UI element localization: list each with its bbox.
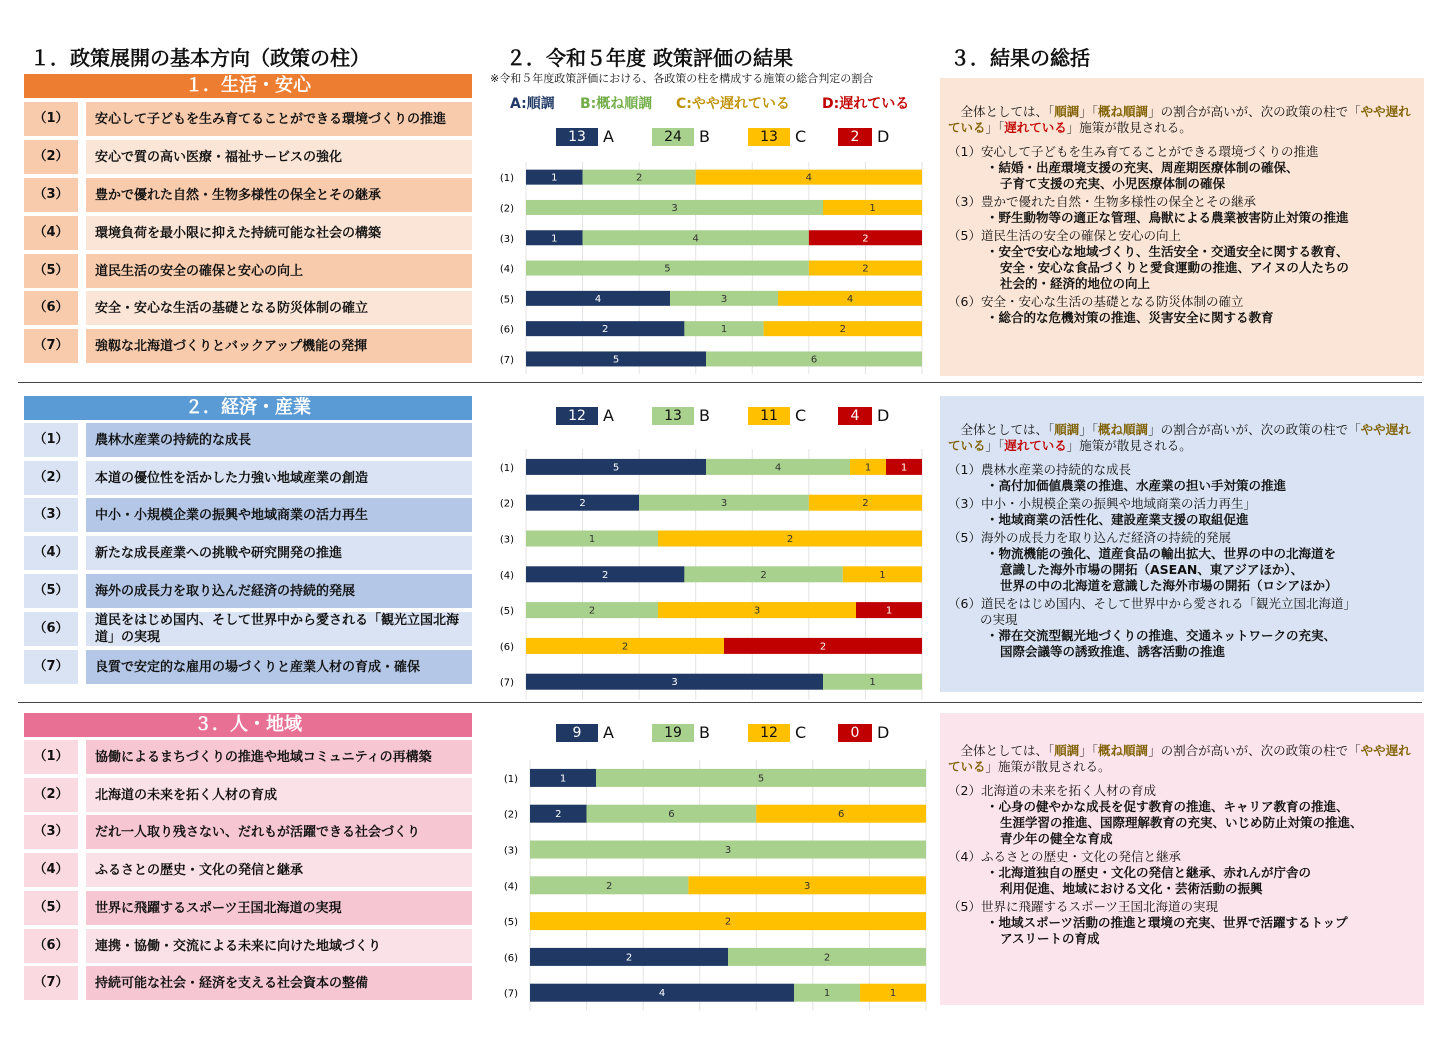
summary-item-detail: ・総合的な危機対策の推進、災害安全に関する教育 [986, 310, 1274, 325]
policy-label: だれ一人取り残さない、だれもが活躍できる社会づくり [86, 815, 472, 849]
summary-item-heading: （1）農林水産業の持続的な成長 [948, 462, 1131, 477]
category-label: (4) [503, 881, 518, 893]
category-label: (5) [503, 917, 518, 929]
policy-row[interactable] [24, 815, 472, 849]
summary-item-detail: ・地域商業の活性化、建設産業支援の取組促進 [986, 512, 1249, 527]
legend-letter-a: A [603, 723, 614, 742]
legend-letter-d: D [877, 406, 890, 425]
summary-keyword: 概ね順調 [1098, 743, 1149, 758]
policy-row[interactable] [24, 216, 472, 250]
legend-letter-b: B [699, 406, 710, 425]
col2-header: ２．令和５年度 政策評価の結果 [506, 46, 793, 70]
data-label: 2 [760, 569, 767, 581]
category-label: (6) [503, 952, 518, 964]
data-label: 1 [885, 605, 893, 617]
chart-note: ※令和５年度政策評価における、各政策の柱を構成する施策の総合判定の割合 [490, 72, 874, 85]
summary-keyword: 順調 [1054, 422, 1080, 437]
data-label: 1 [869, 677, 876, 689]
policy-label: 新たな成長産業への挑戦や研究開発の推進 [86, 536, 472, 570]
summary-item-heading: （3）豊かで優れた自然・生物多様性の保全とその継承 [948, 194, 1256, 209]
policy-row[interactable] [24, 929, 472, 963]
data-label: 1 [588, 534, 596, 545]
policy-number: （4） [24, 853, 78, 887]
data-label: 1 [559, 773, 567, 785]
legend-total-b: 24 [652, 128, 694, 146]
data-label: 2 [862, 263, 869, 275]
legend-total-c: 12 [748, 724, 790, 742]
data-label: 1 [889, 988, 897, 1000]
data-label: 2 [555, 809, 562, 821]
summary-item-detail: ・北海道独自の歴史・文化の発信と継承、赤れんが庁舎の [986, 865, 1312, 880]
category-label: (5) [499, 294, 514, 306]
data-label: 1 [900, 462, 908, 474]
summary-item-detail: ・安全で安心な地域づくり、生活安全・交通安全に関する教育、 [986, 244, 1349, 259]
policy-row[interactable] [24, 853, 472, 887]
policy-label: 持続可能な社会・経済を支える社会資本の整備 [86, 966, 472, 1000]
category-label: (5) [499, 606, 514, 618]
summary-item-heading: の実現 [980, 612, 1018, 627]
policy-number: （5） [24, 574, 78, 608]
summary-item-detail: ・結婚・出産環境支援の充実、周産期医療体制の確保、 [986, 160, 1299, 175]
summary-text: 」施策が散見される。 [985, 759, 1111, 774]
category-label: (7) [499, 677, 514, 689]
policy-number: （3） [24, 178, 78, 212]
stacked-bar-chart [486, 162, 926, 374]
policy-number: （7） [24, 966, 78, 1000]
policy-label: 海外の成長力を取り込んだ経済の持続的発展 [86, 574, 472, 608]
policy-row[interactable] [24, 740, 472, 774]
summary-text: 」「 [1079, 422, 1099, 437]
data-label: 1 [551, 233, 558, 245]
section-divider [18, 702, 1422, 703]
stacked-bar-chart [490, 760, 930, 1011]
policy-number: （1） [24, 423, 78, 457]
policy-label: 本道の優位性を活かした力強い地域産業の創造 [86, 461, 472, 495]
summary-keyword: 順調 [1054, 743, 1080, 758]
data-label: 2 [862, 498, 869, 510]
legend-b: B:概ね順調 [580, 96, 653, 112]
legend-total-c: 13 [748, 128, 790, 146]
category-label: (6) [499, 641, 514, 653]
data-label: 4 [846, 293, 854, 305]
policy-number: （4） [24, 536, 78, 570]
data-label: 5 [612, 354, 620, 366]
policy-number: （3） [24, 815, 78, 849]
policy-label: 安心で質の高い医療・福祉サービスの強化 [86, 140, 472, 174]
data-label: 3 [804, 880, 811, 892]
summary-item-heading: （3）中小・小規模企業の振興や地域商業の活力再生」 [948, 496, 1256, 511]
data-label: 2 [635, 172, 643, 184]
policy-label: 豊かで優れた自然・生物多様性の保全とその継承 [86, 178, 472, 212]
category-label: (6) [499, 324, 514, 336]
policy-number: （5） [24, 891, 78, 925]
policy-number: （6） [24, 612, 78, 646]
summary-keyword: やや遅れている [948, 422, 1411, 453]
data-label: 4 [658, 988, 666, 1000]
data-label: 1 [864, 462, 872, 474]
category-label: (4) [499, 264, 514, 276]
summary-keyword: やや遅れている [948, 743, 1411, 774]
legend-c: C:やや遅れている [676, 96, 790, 112]
policy-row[interactable] [24, 329, 472, 363]
policy-row[interactable] [24, 498, 472, 532]
legend-total-d: 2 [838, 128, 872, 146]
data-label: 1 [823, 988, 831, 1000]
summary-item-detail: アスリートの育成 [1000, 931, 1100, 946]
summary-item-detail: 国際会議等の誘致推進、誘客活動の推進 [1000, 644, 1226, 659]
legend-total-a: 13 [556, 128, 598, 146]
data-label: 2 [602, 324, 609, 336]
legend-total-d: 4 [838, 407, 872, 425]
policy-row[interactable] [24, 536, 472, 570]
policy-label: 道民生活の安全の確保と安心の向上 [86, 254, 472, 288]
summary-keyword: 遅れている [1004, 438, 1067, 453]
summary-keyword: 概ね順調 [1098, 422, 1149, 437]
summary-text: 」の割合が高いが、次の政策の柱で「 [1148, 743, 1361, 758]
category-label: (1) [503, 773, 518, 785]
data-label: 3 [720, 293, 728, 305]
category-label: (4) [499, 570, 514, 582]
summary-intro [948, 743, 1416, 775]
legend-total-d: 0 [838, 724, 872, 742]
summary-text: 」の割合が高いが、次の政策の柱で「 [1148, 104, 1361, 119]
data-label: 2 [724, 916, 732, 928]
policy-label: 農林水産業の持続的な成長 [86, 423, 472, 457]
data-label: 5 [664, 263, 671, 275]
policy-row[interactable] [24, 574, 472, 608]
policy-label: 中小・小規模企業の振興や地域商業の活力再生 [86, 498, 472, 532]
legend-total-c: 11 [748, 407, 790, 425]
summary-item-detail: ・野生動物等の適正な管理、鳥獣による農業被害防止対策の推進 [986, 210, 1349, 225]
data-label: 6 [837, 809, 845, 821]
summary-intro [948, 104, 1416, 136]
summary-text: 」「 [1079, 104, 1099, 119]
data-label: 3 [720, 498, 728, 510]
summary-item-heading: （5）世界に飛躍するスポーツ王国北海道の実現 [948, 899, 1218, 914]
data-label: 1 [879, 569, 886, 581]
policy-row[interactable] [24, 778, 472, 812]
data-label: 2 [602, 569, 609, 581]
summary-item-heading: （6）安全・安心な生活の基礎となる防災体制の確立 [948, 294, 1244, 309]
summary-text: 」「 [985, 120, 1005, 135]
summary-text: 」施策が散見される。 [1066, 438, 1192, 453]
data-label: 2 [862, 233, 869, 245]
policy-number: （1） [24, 102, 78, 136]
data-label: 1 [869, 202, 876, 214]
legend-letter-c: C [795, 127, 807, 146]
summary-item-heading: （5）海外の成長力を取り込んだ経済の持続的発展 [948, 530, 1231, 545]
summary-item-detail: 子育て支援の充実、小児医療体制の確保 [1000, 176, 1226, 191]
legend-letter-a: A [603, 406, 614, 425]
data-label: 6 [810, 354, 818, 366]
data-label: 4 [774, 462, 782, 474]
legend-total-b: 19 [652, 724, 694, 742]
policy-label: 道民をはじめ国内、そして世界中から愛される「観光立国北海道」の実現 [86, 612, 472, 646]
data-label: 2 [579, 498, 586, 510]
summary-item-detail: ・滞在交流型観光地づくりの推進、交通ネットワークの充実、 [986, 628, 1337, 643]
legend-letter-d: D [877, 127, 890, 146]
data-label: 3 [724, 845, 732, 856]
section-title: ２．経済・産業 [24, 396, 472, 420]
summary-text: 全体としては、「 [948, 743, 1055, 758]
summary-item-detail: ・心身の健やかな成長を促す教育の推進、キャリア教育の推進、 [986, 799, 1349, 814]
data-label: 3 [671, 202, 678, 214]
policy-number: （2） [24, 778, 78, 812]
policy-number: （1） [24, 740, 78, 774]
category-label: (7) [503, 988, 518, 1000]
policy-label: 北海道の未来を拓く人材の育成 [86, 778, 472, 812]
section-divider [18, 382, 1422, 383]
summary-keyword: 遅れている [1004, 120, 1067, 135]
section-title: １．生活・安心 [24, 74, 472, 98]
data-label: 3 [753, 605, 761, 617]
data-label: 1 [720, 324, 728, 336]
stacked-bar-chart [486, 449, 926, 700]
policy-row[interactable] [24, 178, 472, 212]
data-label: 5 [612, 462, 620, 474]
summary-text: 」「 [1079, 743, 1099, 758]
summary-item-heading: （5）道民生活の安全の確保と安心の向上 [948, 228, 1181, 243]
policy-row[interactable] [24, 966, 472, 1000]
legend-total-a: 12 [556, 407, 598, 425]
policy-number: （3） [24, 498, 78, 532]
policy-label: 連携・協働・交流による未来に向けた地域づくり [86, 929, 472, 963]
policy-number: （7） [24, 650, 78, 684]
summary-item-detail: 利用促進、地域における文化・芸術活動の振興 [1000, 881, 1263, 896]
data-label: 6 [668, 809, 675, 821]
data-label: 2 [819, 641, 827, 653]
policy-row[interactable] [24, 650, 472, 684]
summary-item-detail: ・地域スポーツ活動の推進と環境の充実、世界で活躍するトップ [986, 915, 1348, 930]
summary-item-detail: 生涯学習の推進、国際理解教育の充実、いじめ防止対策の推進、 [1000, 815, 1363, 830]
data-label: 4 [805, 172, 813, 184]
data-label: 2 [621, 641, 629, 653]
summary-item-detail: ・物流機能の強化、道産食品の輸出拡大、世界の中の北海道を [986, 546, 1337, 561]
summary-panel [940, 713, 1424, 1005]
policy-label: 協働によるまちづくりの推進や地域コミュニティの再構築 [86, 740, 472, 774]
legend-letter-b: B [699, 127, 710, 146]
policy-label: 安心して子どもを生み育てることができる環境づくりの推進 [86, 102, 472, 136]
policy-row[interactable] [24, 102, 472, 136]
summary-text: 全体としては、「 [948, 104, 1055, 119]
policy-label: ふるさとの歴史・文化の発信と継承 [86, 853, 472, 887]
policy-row[interactable] [24, 254, 472, 288]
legend-letter-c: C [795, 406, 807, 425]
summary-text: 全体としては、「 [948, 422, 1055, 437]
data-label: 2 [786, 534, 794, 545]
policy-row[interactable] [24, 612, 472, 646]
summary-item-heading: （2）北海道の未来を拓く人材の育成 [948, 783, 1156, 798]
summary-item-detail: 世界の中の北海道を意識した海外市場の開拓（ロシアほか） [1000, 578, 1338, 593]
category-label: (3) [503, 845, 518, 857]
category-label: (1) [499, 173, 514, 185]
legend-letter-c: C [795, 723, 807, 742]
section-title: ３．人・地域 [24, 713, 472, 737]
policy-label: 良質で安定的な雇用の場づくりと産業人材の育成・確保 [86, 650, 472, 684]
legend-total-a: 9 [556, 724, 598, 742]
legend-letter-a: A [603, 127, 614, 146]
policy-number: （6） [24, 291, 78, 325]
data-label: 5 [757, 773, 765, 785]
summary-keyword: やや遅れている [948, 104, 1411, 135]
policy-number: （2） [24, 461, 78, 495]
policy-label: 環境負荷を最小限に抑えた持続可能な社会の構築 [86, 216, 472, 250]
policy-number: （6） [24, 929, 78, 963]
summary-text: 」の割合が高いが、次の政策の柱で「 [1148, 422, 1361, 437]
policy-number: （7） [24, 329, 78, 363]
summary-intro [948, 422, 1416, 454]
legend-d: D:遅れている [822, 96, 910, 112]
policy-number: （2） [24, 140, 78, 174]
policy-label: 強靱な北海道づくりとバックアップ機能の発揮 [86, 329, 472, 363]
col1-header: １．政策展開の基本方向（政策の柱） [30, 46, 370, 70]
col3-header: ３．結果の総括 [950, 46, 1090, 70]
category-label: (1) [499, 462, 514, 474]
policy-row[interactable] [24, 461, 472, 495]
data-label: 4 [692, 233, 699, 245]
category-label: (2) [499, 203, 514, 215]
summary-panel [940, 78, 1424, 376]
data-label: 2 [588, 605, 596, 617]
summary-panel [940, 396, 1424, 692]
summary-item-detail: 安全・安心な食品づくりと愛食運動の推進、アイヌの人たちの [1000, 260, 1349, 275]
category-label: (3) [499, 233, 514, 245]
summary-item-heading: （6）道民をはじめ国内、そして世界中から愛される「観光立国北海道」 [948, 596, 1356, 611]
data-label: 4 [594, 293, 602, 305]
policy-number: （5） [24, 254, 78, 288]
summary-item-heading: （1）安心して子どもを生み育てることができる環境づくりの推進 [948, 144, 1319, 159]
summary-text: 」「 [985, 438, 1005, 453]
data-label: 3 [671, 677, 678, 689]
category-label: (3) [499, 534, 514, 546]
legend-a: A:順調 [510, 96, 555, 112]
data-label: 1 [551, 172, 558, 184]
legend-letter-b: B [699, 723, 710, 742]
summary-text: 」施策が散見される。 [1066, 120, 1192, 135]
summary-keyword: 順調 [1054, 104, 1080, 119]
summary-item-detail: ・高付加価値農業の推進、水産業の担い手対策の推進 [986, 478, 1287, 493]
legend-letter-d: D [877, 723, 890, 742]
data-label: 2 [625, 952, 633, 964]
category-label: (7) [499, 354, 514, 366]
summary-keyword: 概ね順調 [1098, 104, 1149, 119]
category-label: (2) [503, 809, 518, 821]
category-label: (2) [499, 498, 514, 510]
data-label: 2 [823, 952, 831, 964]
policy-row[interactable] [24, 891, 472, 925]
summary-item-detail: 意識した海外市場の開拓（ASEAN、東アジアほか）、 [1000, 562, 1304, 577]
policy-row[interactable] [24, 140, 472, 174]
legend-total-b: 13 [652, 407, 694, 425]
summary-item-detail: 社会的・経済的地位の向上 [1000, 276, 1151, 291]
policy-row[interactable] [24, 423, 472, 457]
summary-item-heading: （4）ふるさとの歴史・文化の発信と継承 [948, 849, 1181, 864]
data-label: 2 [606, 880, 613, 892]
policy-row[interactable] [24, 291, 472, 325]
policy-label: 安全・安心な生活の基礎となる防災体制の確立 [86, 291, 472, 325]
summary-item-detail: 青少年の健全な育成 [1000, 831, 1113, 846]
policy-number: （4） [24, 216, 78, 250]
policy-label: 世界に飛躍するスポーツ王国北海道の実現 [86, 891, 472, 925]
data-label: 2 [839, 324, 846, 336]
